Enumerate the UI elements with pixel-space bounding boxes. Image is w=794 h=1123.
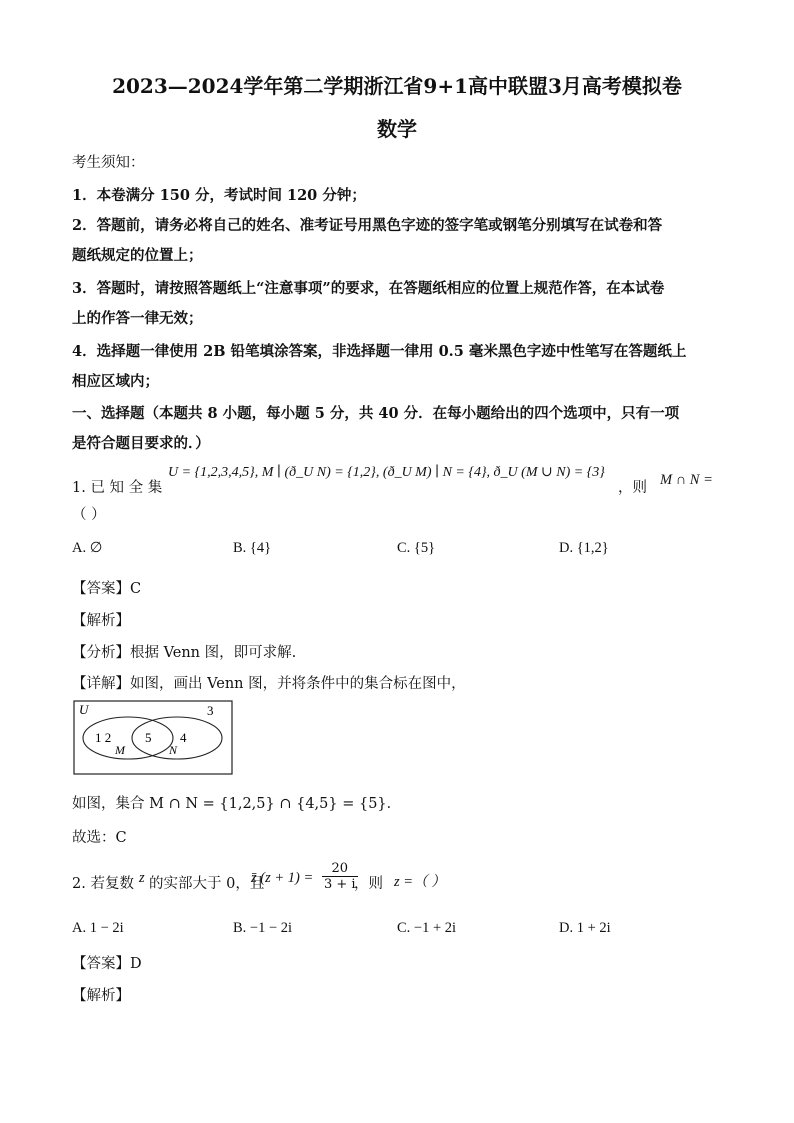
q1-option-b: B. {4} xyxy=(233,540,272,556)
venn-label-u: U xyxy=(79,702,89,717)
q1-then: ，则 xyxy=(618,480,647,496)
notice-heading: 考生须知： xyxy=(72,155,145,171)
venn-label-n: N xyxy=(169,743,178,757)
page-title: 2023—2024学年第二学期浙江省9+1高中联盟3月高考模拟卷 xyxy=(112,74,682,98)
q1-prefix: 1. 已 知 全 集 xyxy=(72,480,163,496)
q1-option-c: C. {5} xyxy=(397,540,436,556)
q2-option-a: A. 1 − 2i xyxy=(72,920,124,936)
venn-label-m-only: 1 2 xyxy=(95,730,112,745)
q2-fraction-numerator: 20 xyxy=(322,861,358,877)
q2-stem-c: ，则 xyxy=(354,876,383,892)
q2-var-z: z xyxy=(139,870,145,886)
q1-result: 如图，集合 M ∩ N = {1,2,5} ∩ {4,5} = {5}． xyxy=(72,796,402,812)
q1-choose: 故选：C xyxy=(72,830,127,846)
notice-item-1: 1．本卷满分 150 分，考试时间 120 分钟； xyxy=(72,187,366,204)
q1-paren: （ ） xyxy=(72,507,106,523)
notice-item-3a: 3．答题时，请按照答题纸上“注意事项”的要求，在答题纸相应的位置上规范作答，在本试卷 xyxy=(72,280,665,297)
q2-option-d: D. 1 + 2i xyxy=(559,920,611,936)
q1-ask: M ∩ N = xyxy=(660,472,713,488)
section-heading-b: 是符合题目要求的．） xyxy=(72,435,210,452)
page-subtitle: 数学 xyxy=(377,117,417,141)
q2-option-c: C. −1 + 2i xyxy=(397,920,457,936)
notice-item-4a: 4．选择题一律使用 2B 铅笔填涂答案，非选择题一律用 0.5 毫米黑色字迹中性笔写在答题纸上 xyxy=(72,343,687,360)
q2-fraction xyxy=(322,861,358,892)
q2-stem-b: 的实部大于 0，且 xyxy=(149,876,265,892)
venn-label-m: M xyxy=(115,743,125,757)
venn-label-outside: 3 xyxy=(207,703,214,718)
q1-option-a: A. ∅ xyxy=(72,540,103,556)
q2-stem-d: z =（ ） xyxy=(394,874,446,890)
venn-label-n-only: 4 xyxy=(180,730,187,745)
section-heading-a: 一、选择题（本题共 8 小题，每小题 5 分，共 40 分．在每小题给出的四个选项中，只有一项 xyxy=(72,405,680,422)
venn-diagram xyxy=(73,700,233,776)
q2-answer: 【答案】D xyxy=(72,956,142,972)
q2-stem-a: 2. 若复数 xyxy=(72,876,134,892)
q2-lhs: z̄ (z + 1) = xyxy=(251,870,314,886)
q2-option-b: B. −1 − 2i xyxy=(233,920,293,936)
notice-item-2a: 2．答题前，请务必将自己的姓名、准考证号用黑色字迹的签字笔或钢笔分别填写在试卷和答 xyxy=(72,217,663,234)
venn-label-both: 5 xyxy=(145,730,152,745)
q2-fraction-denominator: 3 + i xyxy=(324,877,356,892)
q1-answer: 【答案】C xyxy=(72,581,142,597)
q2-analysis-label: 【解析】 xyxy=(72,988,130,1004)
q1-option-d: D. {1,2} xyxy=(559,540,609,556)
notice-item-2b: 题纸规定的位置上； xyxy=(72,247,203,264)
notice-item-3b: 上的作答一律无效； xyxy=(72,310,203,327)
q1-analysis-label: 【解析】 xyxy=(72,613,130,629)
q1-detail: 【详解】如图，画出 Venn 图，并将条件中的集合标在图中， xyxy=(72,676,466,692)
q1-fenxi: 【分析】根据 Venn 图，即可求解. xyxy=(72,645,297,661)
notice-item-4b: 相应区域内； xyxy=(72,373,159,390)
q1-formula: U = {1,2,3,4,5}, M ∣ (ð_U N) = {1,2}, (ð_U M) ∣ N = {4}, ð_U (M ∪ N) = {3} xyxy=(168,465,605,480)
